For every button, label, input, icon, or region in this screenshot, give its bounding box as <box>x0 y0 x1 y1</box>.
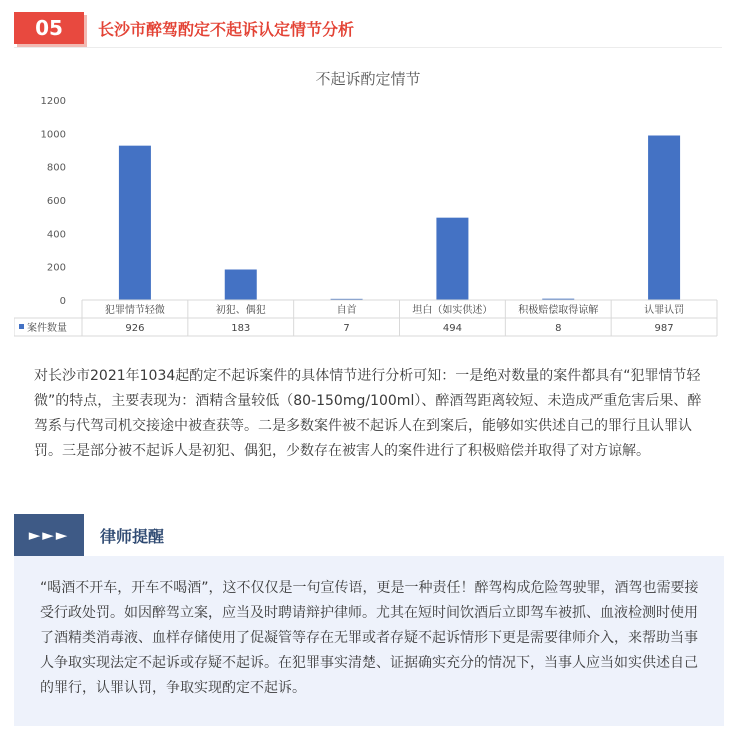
legend-swatch <box>19 324 24 329</box>
y-tick-label: 200 <box>46 262 66 274</box>
category-label: 初犯、偶犯 <box>215 305 266 316</box>
data-table <box>14 300 717 336</box>
y-tick-label: 1200 <box>40 96 66 107</box>
tips-title: 律师提醒 <box>100 526 165 546</box>
y-tick-label: 800 <box>46 162 66 174</box>
value-label: 987 <box>654 323 674 334</box>
value-label: 926 <box>125 323 145 334</box>
bar <box>436 218 468 300</box>
category-label: 自首 <box>336 305 357 316</box>
bars <box>119 136 680 301</box>
category-label: 坦白（如实供述） <box>412 305 493 316</box>
category-label: 犯罪情节轻微 <box>104 305 165 316</box>
value-label: 183 <box>231 323 251 334</box>
y-tick-label: 0 <box>59 296 66 307</box>
chart-title: 不起诉酌定情节 <box>315 70 421 88</box>
tips-arrows-icon: ►►► <box>14 514 84 556</box>
y-axis <box>41 96 66 307</box>
y-tick-label: 600 <box>46 196 66 207</box>
tips-text: “喝酒不开车，开车不喝酒”，这不仅仅是一句宣传语，更是一种责任！醉驾构成危险驾驶罪，酒驾也需要接受行政处罚。如因醉驾立案，应当及时聘请辩护律师。尤其在短时间饮酒后立即驾车被抓、血液检测时使用了酒精类消毒液、血样存储使用了促凝管等存在无罪或者存疑不起诉情形下更是需要律师介入，来帮助当事人争取实现法定不起诉或存疑不起诉。在犯罪事实清楚、证据确实充分的情况下，当事人应当如实供述自己的罪行，认罪认罚，争取实现酌定不起诉。 <box>40 580 699 696</box>
analysis-paragraph: 对长沙市2021年1034起酌定不起诉案件的具体情节进行分析可知：一是绝对数量的案件都具有“犯罪情节轻微”的特点，主要表现为：酒精含量较低（80-150mg/100ml）、醉酒驾距离较短、未造成严重危害后果、醉驾系与代驾司机交接途中被查获等。二是多数案件被不起诉人在到案后，能够如实供述自己的罪行且认罪认罚。三是部分被不起诉人是初犯、偶犯，少数存在被害人的案件进行了积极赔偿并取得了对方谅解。 <box>34 368 702 459</box>
value-label: 7 <box>343 323 350 334</box>
section-number: 05 <box>14 12 84 44</box>
y-tick-label: 1000 <box>40 129 66 141</box>
value-label: 8 <box>555 323 562 334</box>
bar <box>119 146 151 300</box>
category-label: 积极赔偿取得谅解 <box>518 305 599 316</box>
section-title: 长沙市醉驾酌定不起诉认定情节分析 <box>98 19 355 39</box>
y-tick-label: 400 <box>46 229 66 241</box>
series-name: 案件数量 <box>27 323 67 334</box>
value-label: 494 <box>442 323 462 334</box>
tips-box <box>14 556 724 726</box>
tips-header <box>14 514 164 556</box>
bar-chart <box>14 60 722 340</box>
header-divider <box>14 47 722 48</box>
bar <box>648 136 680 301</box>
category-label: 认罪认罚 <box>644 305 685 316</box>
section-header <box>14 12 354 44</box>
bar <box>225 270 257 301</box>
